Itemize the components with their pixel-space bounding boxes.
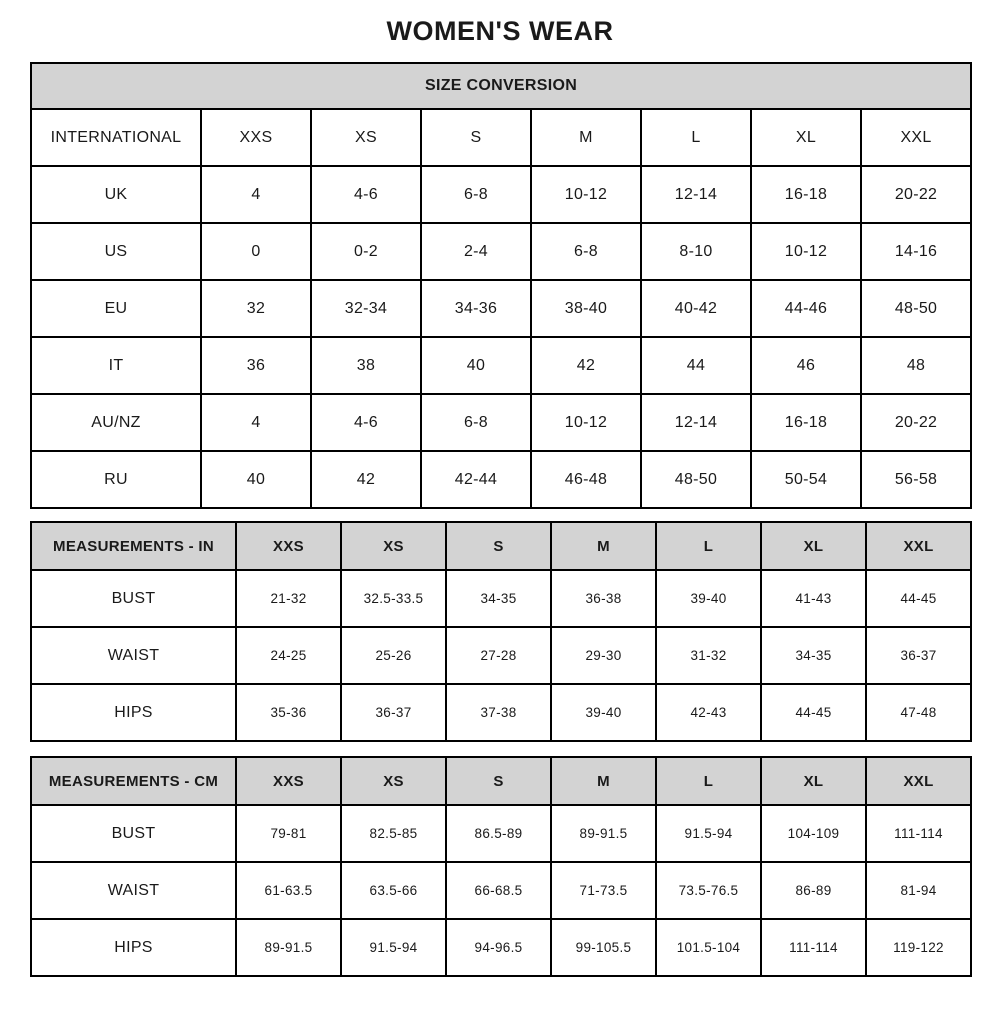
- table-cell: 40: [421, 337, 531, 394]
- table-cell: 4: [201, 394, 311, 451]
- table-cell: 39-40: [656, 570, 761, 627]
- table-cell: 10-12: [751, 223, 861, 280]
- table-cell: 46-48: [531, 451, 641, 508]
- table-cell: 38: [311, 337, 421, 394]
- table-cell: 27-28: [446, 627, 551, 684]
- table-caption-row: [31, 63, 971, 109]
- table-cell: 36-37: [866, 627, 971, 684]
- table-cell: 42-44: [421, 451, 531, 508]
- table-row: [31, 684, 971, 741]
- table-cell: 48-50: [861, 280, 971, 337]
- row-label: EU: [31, 280, 201, 337]
- table-row: [31, 166, 971, 223]
- table-cell: 16-18: [751, 166, 861, 223]
- table-cell: 91.5-94: [656, 805, 761, 862]
- table-cell: 81-94: [866, 862, 971, 919]
- table-cell: 111-114: [866, 805, 971, 862]
- table-cell: 47-48: [866, 684, 971, 741]
- size-header: S: [446, 522, 551, 570]
- table-cell: 40: [201, 451, 311, 508]
- table-cell: L: [641, 109, 751, 166]
- table-cell: 82.5-85: [341, 805, 446, 862]
- table-cell: 12-14: [641, 394, 751, 451]
- table-row: [31, 862, 971, 919]
- row-label: RU: [31, 451, 201, 508]
- table-cell: 119-122: [866, 919, 971, 976]
- table-cell: 4: [201, 166, 311, 223]
- table-cell: 50-54: [751, 451, 861, 508]
- table-cell: 94-96.5: [446, 919, 551, 976]
- table-cell: 24-25: [236, 627, 341, 684]
- table-row: [31, 570, 971, 627]
- row-label: BUST: [31, 570, 236, 627]
- table-cell: 36: [201, 337, 311, 394]
- table-cell: 42: [311, 451, 421, 508]
- table-cell: 34-35: [446, 570, 551, 627]
- table-cell: 31-32: [656, 627, 761, 684]
- table-cell: 6-8: [421, 166, 531, 223]
- size-header: XL: [761, 757, 866, 805]
- size-header: XL: [761, 522, 866, 570]
- size-header: L: [656, 522, 761, 570]
- table-cell: 86.5-89: [446, 805, 551, 862]
- row-label: BUST: [31, 805, 236, 862]
- table-title: MEASUREMENTS - IN: [31, 522, 236, 570]
- table-cell: 20-22: [861, 394, 971, 451]
- table-cell: 101.5-104: [656, 919, 761, 976]
- table-row: [31, 451, 971, 508]
- table-cell: 0: [201, 223, 311, 280]
- size-header: XXS: [236, 522, 341, 570]
- size-header: XS: [341, 757, 446, 805]
- table-cell: 44: [641, 337, 751, 394]
- table-row: [31, 337, 971, 394]
- table-row: [31, 805, 971, 862]
- table-cell: 44-45: [761, 684, 866, 741]
- table-cell: 32: [201, 280, 311, 337]
- table-cell: 6-8: [421, 394, 531, 451]
- row-label: AU/NZ: [31, 394, 201, 451]
- table-cell: 63.5-66: [341, 862, 446, 919]
- table-cell: 35-36: [236, 684, 341, 741]
- table-cell: 10-12: [531, 166, 641, 223]
- table-cell: 36-37: [341, 684, 446, 741]
- row-label: UK: [31, 166, 201, 223]
- row-label: HIPS: [31, 919, 236, 976]
- measurements-in-table: [30, 521, 972, 742]
- table-row: [31, 109, 971, 166]
- table-title: SIZE CONVERSION: [31, 63, 971, 109]
- table-cell: 36-38: [551, 570, 656, 627]
- table-cell: 39-40: [551, 684, 656, 741]
- size-conversion-table: [30, 62, 972, 509]
- table-cell: M: [531, 109, 641, 166]
- table-cell: 48-50: [641, 451, 751, 508]
- size-header: XXL: [866, 757, 971, 805]
- table-cell: 25-26: [341, 627, 446, 684]
- size-header: XS: [341, 522, 446, 570]
- row-label: INTERNATIONAL: [31, 109, 201, 166]
- table-cell: 44-45: [866, 570, 971, 627]
- page-title: WOMEN'S WEAR: [386, 16, 614, 46]
- size-chart-page: [0, 16, 1000, 977]
- table-cell: 4-6: [311, 394, 421, 451]
- table-cell: 42: [531, 337, 641, 394]
- table-cell: 104-109: [761, 805, 866, 862]
- table-cell: 32.5-33.5: [341, 570, 446, 627]
- table-cell: 10-12: [531, 394, 641, 451]
- table-cell: 6-8: [531, 223, 641, 280]
- table-cell: 73.5-76.5: [656, 862, 761, 919]
- table-cell: 86-89: [761, 862, 866, 919]
- table-cell: 71-73.5: [551, 862, 656, 919]
- table-cell: 79-81: [236, 805, 341, 862]
- table-cell: XS: [311, 109, 421, 166]
- table-cell: 99-105.5: [551, 919, 656, 976]
- table-cell: 61-63.5: [236, 862, 341, 919]
- measurements-cm-table: [30, 756, 972, 977]
- table-row: [31, 223, 971, 280]
- table-cell: 34-35: [761, 627, 866, 684]
- row-label: HIPS: [31, 684, 236, 741]
- table-header-row: [31, 757, 971, 805]
- table-cell: 48: [861, 337, 971, 394]
- table-cell: 16-18: [751, 394, 861, 451]
- table-cell: 111-114: [761, 919, 866, 976]
- table-cell: 34-36: [421, 280, 531, 337]
- table-cell: XL: [751, 109, 861, 166]
- table-cell: 14-16: [861, 223, 971, 280]
- size-header: S: [446, 757, 551, 805]
- table-cell: 44-46: [751, 280, 861, 337]
- row-label: IT: [31, 337, 201, 394]
- table-cell: 37-38: [446, 684, 551, 741]
- table-cell: 89-91.5: [551, 805, 656, 862]
- size-header: M: [551, 522, 656, 570]
- table-cell: 56-58: [861, 451, 971, 508]
- table-cell: 2-4: [421, 223, 531, 280]
- table-cell: 38-40: [531, 280, 641, 337]
- size-header: XXS: [236, 757, 341, 805]
- table-cell: 41-43: [761, 570, 866, 627]
- table-cell: 89-91.5: [236, 919, 341, 976]
- table-cell: XXS: [201, 109, 311, 166]
- row-label: WAIST: [31, 862, 236, 919]
- table-cell: 40-42: [641, 280, 751, 337]
- table-cell: 21-32: [236, 570, 341, 627]
- table-header-row: [31, 522, 971, 570]
- table-cell: 46: [751, 337, 861, 394]
- table-cell: 32-34: [311, 280, 421, 337]
- table-row: [31, 394, 971, 451]
- table-title: MEASUREMENTS - CM: [31, 757, 236, 805]
- row-label: US: [31, 223, 201, 280]
- table-cell: 42-43: [656, 684, 761, 741]
- table-row: [31, 919, 971, 976]
- table-cell: 0-2: [311, 223, 421, 280]
- table-cell: 91.5-94: [341, 919, 446, 976]
- table-cell: 29-30: [551, 627, 656, 684]
- table-cell: 4-6: [311, 166, 421, 223]
- size-header: M: [551, 757, 656, 805]
- table-cell: 66-68.5: [446, 862, 551, 919]
- size-header: XXL: [866, 522, 971, 570]
- size-header: L: [656, 757, 761, 805]
- table-cell: 8-10: [641, 223, 751, 280]
- table-row: [31, 627, 971, 684]
- table-row: [31, 280, 971, 337]
- table-cell: 12-14: [641, 166, 751, 223]
- table-cell: 20-22: [861, 166, 971, 223]
- table-cell: S: [421, 109, 531, 166]
- table-cell: XXL: [861, 109, 971, 166]
- row-label: WAIST: [31, 627, 236, 684]
